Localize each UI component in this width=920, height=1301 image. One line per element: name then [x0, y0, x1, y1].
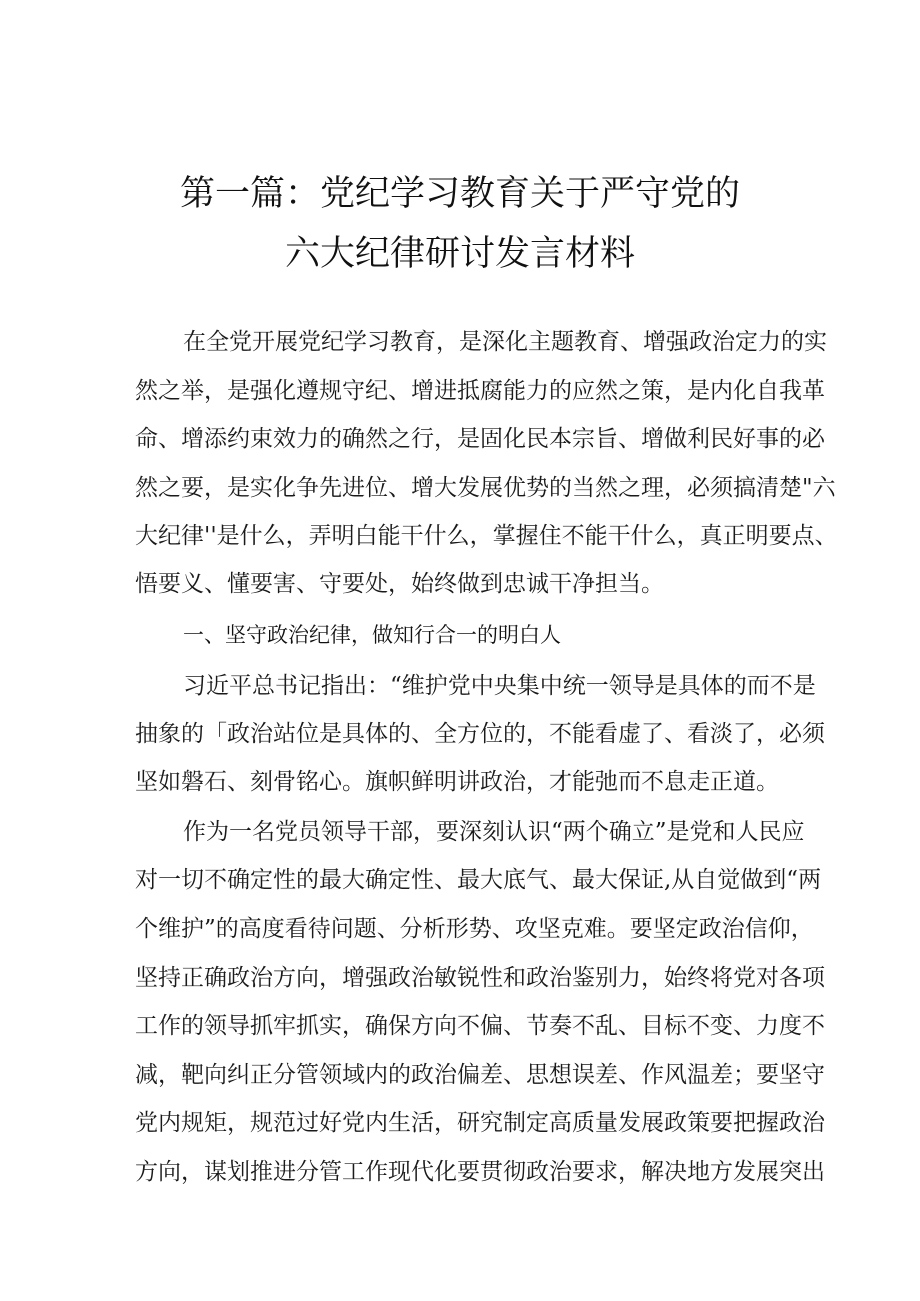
paragraph-3-line: 对一切不确定性的最大确定性、最大底气、最大保证,从自觉做到“两	[135, 867, 822, 893]
paragraph-3-line: 减，靶向纠正分管领域内的政治偏差、思想误差、作风温差；要坚守	[135, 1062, 825, 1088]
paragraph-1-line: 在全党开展党纪学习教育，是深化主题教育、增强政治定力的实	[183, 329, 827, 355]
paragraph-1-line: 命、增添约束效力的确然之行，是固化民本宗旨、增做利民好事的必	[135, 426, 825, 452]
paragraph-1-line: 悟要义、懂要害、守要处，始终做到忠诚干净担当。	[135, 571, 664, 597]
paragraph-3-line: 作为一名党员领导干部，要深刻认识“两个确立”是党和人民应	[183, 819, 805, 845]
paragraph-1-line: 然之要，是实化争先进位、增大发展优势的当然之理，必须搞清楚"六	[135, 475, 836, 501]
paragraph-3-line: 党内规矩，规范过好党内生活，研究制定高质量发展政策要把握政治	[135, 1110, 825, 1136]
paragraph-3-line: 方向，谋划推进分管工作现代化要贯彻政治要求，解决地方发展突出	[135, 1159, 825, 1185]
paragraph-3-line: 个维护”的高度看待问题、分析形势、攻坚克难。要坚定政治信仰，	[135, 916, 814, 942]
paragraph-1-line: 大纪律''是什么，弄明白能干什么，掌握住不能干什么，真正明要点、	[135, 523, 838, 549]
paragraph-2-line: 抽象的「政治站位是具体的、全方位的，不能看虚了、看淡了，必须	[135, 721, 825, 747]
paragraph-3-line: 坚持正确政治方向，增强政治敏锐性和政治鉴别力，始终将党对各项	[135, 965, 825, 991]
document-title-line-2: 六大纪律研讨发言材料	[284, 234, 635, 274]
paragraph-1-line: 然之举，是强化遵规守纪、增进抵腐能力的应然之策，是内化自我革	[135, 378, 825, 404]
paragraph-2-line: 坚如磐石、刻骨铭心。旗帜鲜明讲政治，才能弛而不息走正道。	[135, 769, 779, 795]
section-1-heading: 一、坚守政治纪律，做知行合一的明白人	[183, 623, 561, 647]
paragraph-3-line: 工作的领导抓牢抓实，确保方向不偏、节奏不乱、目标不变、力度不	[135, 1013, 825, 1039]
paragraph-2-line: 习近平总书记指出：“维护党中央集中统一领导是具体的而不是	[183, 673, 816, 699]
document-title-line-1: 第一篇：党纪学习教育关于严守党的	[179, 174, 740, 214]
